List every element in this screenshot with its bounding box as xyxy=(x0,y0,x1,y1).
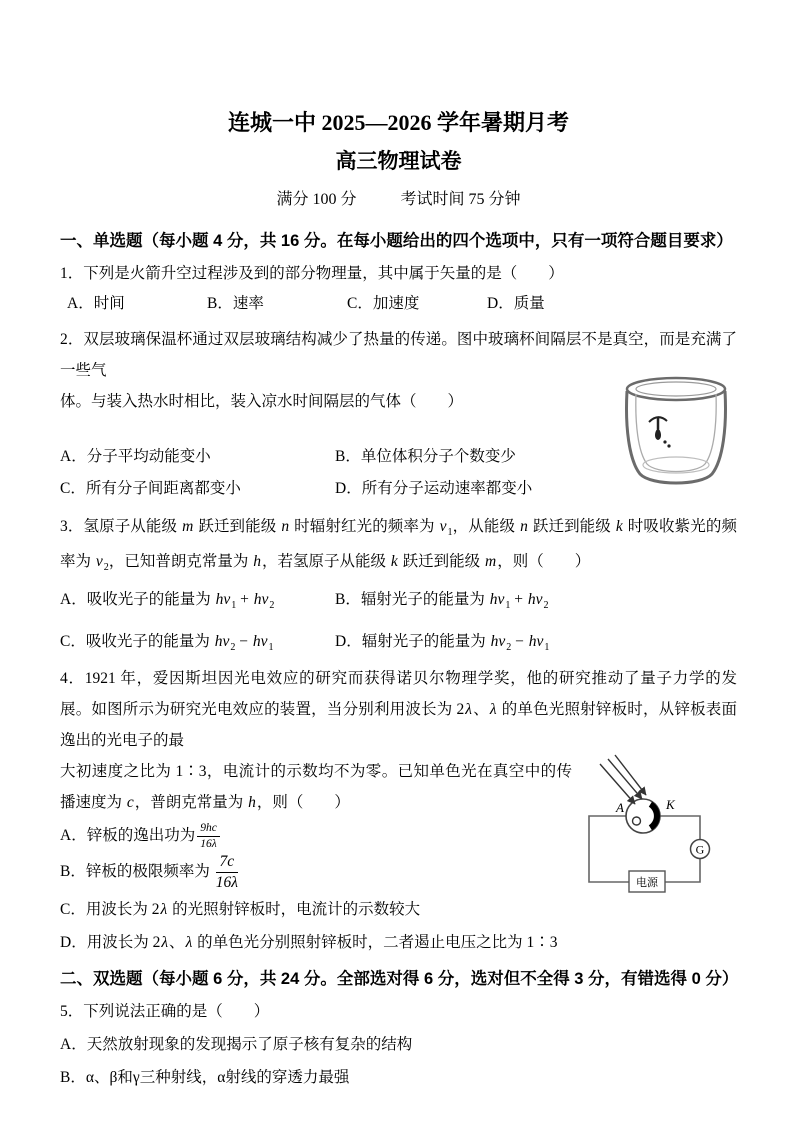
question-3 xyxy=(60,509,737,657)
question-2-option-a: A．分子平均动能变小 xyxy=(60,448,211,465)
score-info: 满分 100 分 xyxy=(276,191,357,208)
anode-label: A xyxy=(616,800,624,815)
question-3-option-d: D．辐射光子的能量为 $hv_2 - hv_1$ xyxy=(335,633,550,654)
cathode-label: K xyxy=(666,797,675,812)
question-5 xyxy=(60,996,737,1093)
circuit-wire-bottom-right xyxy=(665,859,700,883)
question-4 xyxy=(60,663,737,958)
exam-header xyxy=(60,108,737,210)
anode-electrode xyxy=(633,817,641,825)
question-2-options xyxy=(60,442,605,503)
question-2-stem-line2: 体。与装入热水时相比，装入凉水时间隔层的气体（ ） xyxy=(60,393,464,410)
section1-heading: 一、单选题（每小题 4 分，共 16 分。在每小题给出的四个选项中，只有一项符合题目要求） xyxy=(60,232,733,250)
question-4-option-c: C．用波长为 2λ 的光照射锌板时，电流计的示数较大 xyxy=(60,900,421,918)
battery-label: 电源 xyxy=(636,877,658,889)
question-1-option-a: A．时间 xyxy=(67,295,125,312)
question-3-options xyxy=(60,585,737,657)
exam-subtitle: 高三物理试卷 xyxy=(335,149,462,173)
cup-inner-bottom xyxy=(643,457,709,473)
question-5-option-a: A．天然放射现象的发现揭示了原子核有复杂的结构 xyxy=(60,1035,413,1053)
photoelectric-circuit-icon xyxy=(580,754,745,906)
question-3-option-a: A．吸收光子的能量为 $hv_1 + hv_2$ xyxy=(60,591,275,612)
question-4-body xyxy=(60,756,737,958)
question-5-stem: 5．下列说法正确的是（ ） xyxy=(60,1002,270,1020)
question-1-options xyxy=(60,289,737,318)
question-1 xyxy=(60,258,737,318)
galvanometer-label: G xyxy=(695,842,705,857)
cup-logo-icon xyxy=(649,417,671,448)
exam-title: 连城一中 2025—2026 学年暑期月考 xyxy=(227,110,569,135)
cathode-plate xyxy=(649,802,660,831)
cup-rim-outer xyxy=(627,378,725,400)
question-4-stem-part1: 4．1921 年，爱因斯坦因光电效应的研究而获得诺贝尔物理学奖，他的研究推动了量子力学的发展。如图所示为研究光电效应的装置，当分别利用波长为 2λ、λ 的单色光照射锌板时，从锌板表面逸出的光电子的最 xyxy=(60,670,737,749)
question-2-body xyxy=(60,386,737,503)
exam-meta xyxy=(60,190,737,210)
phototube-icon xyxy=(626,799,660,833)
cup-rim-inner xyxy=(636,382,716,396)
question-1-option-d: D．质量 xyxy=(487,295,545,312)
question-3-option-b: B．辐射光子的能量为 $hv_1 + hv_2$ xyxy=(335,591,549,612)
light-rays-icon xyxy=(600,755,646,804)
question-3-stem: 3．氢原子从能级 m 跃迁到能级 n 时辐射红光的频率为 $v_1$，从能级 n 跃迁到能级 k 时吸收紫光的频率为 $v_2$，已知普朗克常量为 h，若氢原子从能级 k 跃迁到能级 m，则（ ） xyxy=(60,518,737,574)
question-1-option-b: B．速率 xyxy=(207,295,264,312)
question-2-option-c: C．所有分子间距离都变小 xyxy=(60,480,241,497)
question-4-option-d: D．用波长为 2λ、λ 的单色光分别照射锌板时，二者遏止电压之比为 1∶3 xyxy=(60,933,558,951)
question-3-option-c: C．吸收光子的能量为 $hv_2 - hv_1$ xyxy=(60,633,274,654)
question-2-option-b: B．单位体积分子个数变少 xyxy=(335,448,516,465)
cup-figure xyxy=(615,372,737,498)
question-2 xyxy=(60,324,737,503)
circuit-wire-left xyxy=(589,816,629,882)
question-2-stem-line1: 2．双层玻璃保温杯通过双层玻璃结构减少了热量的传递。图中玻璃杯间隔层不是真空，而是充满了一些气 xyxy=(60,331,737,379)
question-5-option-b: B．α、β和γ三种射线，α射线的穿透力最强 xyxy=(60,1068,350,1086)
double-wall-glass-icon xyxy=(615,372,737,498)
question-4-stem-part2: 大初速度之比为 1∶3，电流计的示数均不为零。已知单色光在真空中的传播速度为 c，普朗克常量为 h，则（ ） xyxy=(60,763,572,811)
circuit-figure xyxy=(580,754,745,906)
cup-inner-wall xyxy=(636,394,716,472)
cup-outer-wall xyxy=(627,391,726,483)
question-4-option-b: B．锌板的极限频率为 $\frac{7c}{16\lambda}$ xyxy=(60,853,238,891)
time-info: 考试时间 75 分钟 xyxy=(400,191,521,208)
circuit-wire-right xyxy=(660,816,700,840)
section2-heading: 二、双选题（每小题 6 分，共 24 分。全部选对得 6 分，选对但不全得 3 分，有错选得 0 分） xyxy=(60,969,739,988)
question-1-option-c: C．加速度 xyxy=(347,295,420,312)
question-1-stem: 1．下列是火箭升空过程涉及到的部分物理量，其中属于矢量的是（ ） xyxy=(60,265,564,282)
question-2-option-d: D．所有分子运动速率都变小 xyxy=(335,480,533,497)
question-4-option-a: A．锌板的逸出功为 $\frac{9hc}{16\lambda}$ xyxy=(60,820,737,851)
